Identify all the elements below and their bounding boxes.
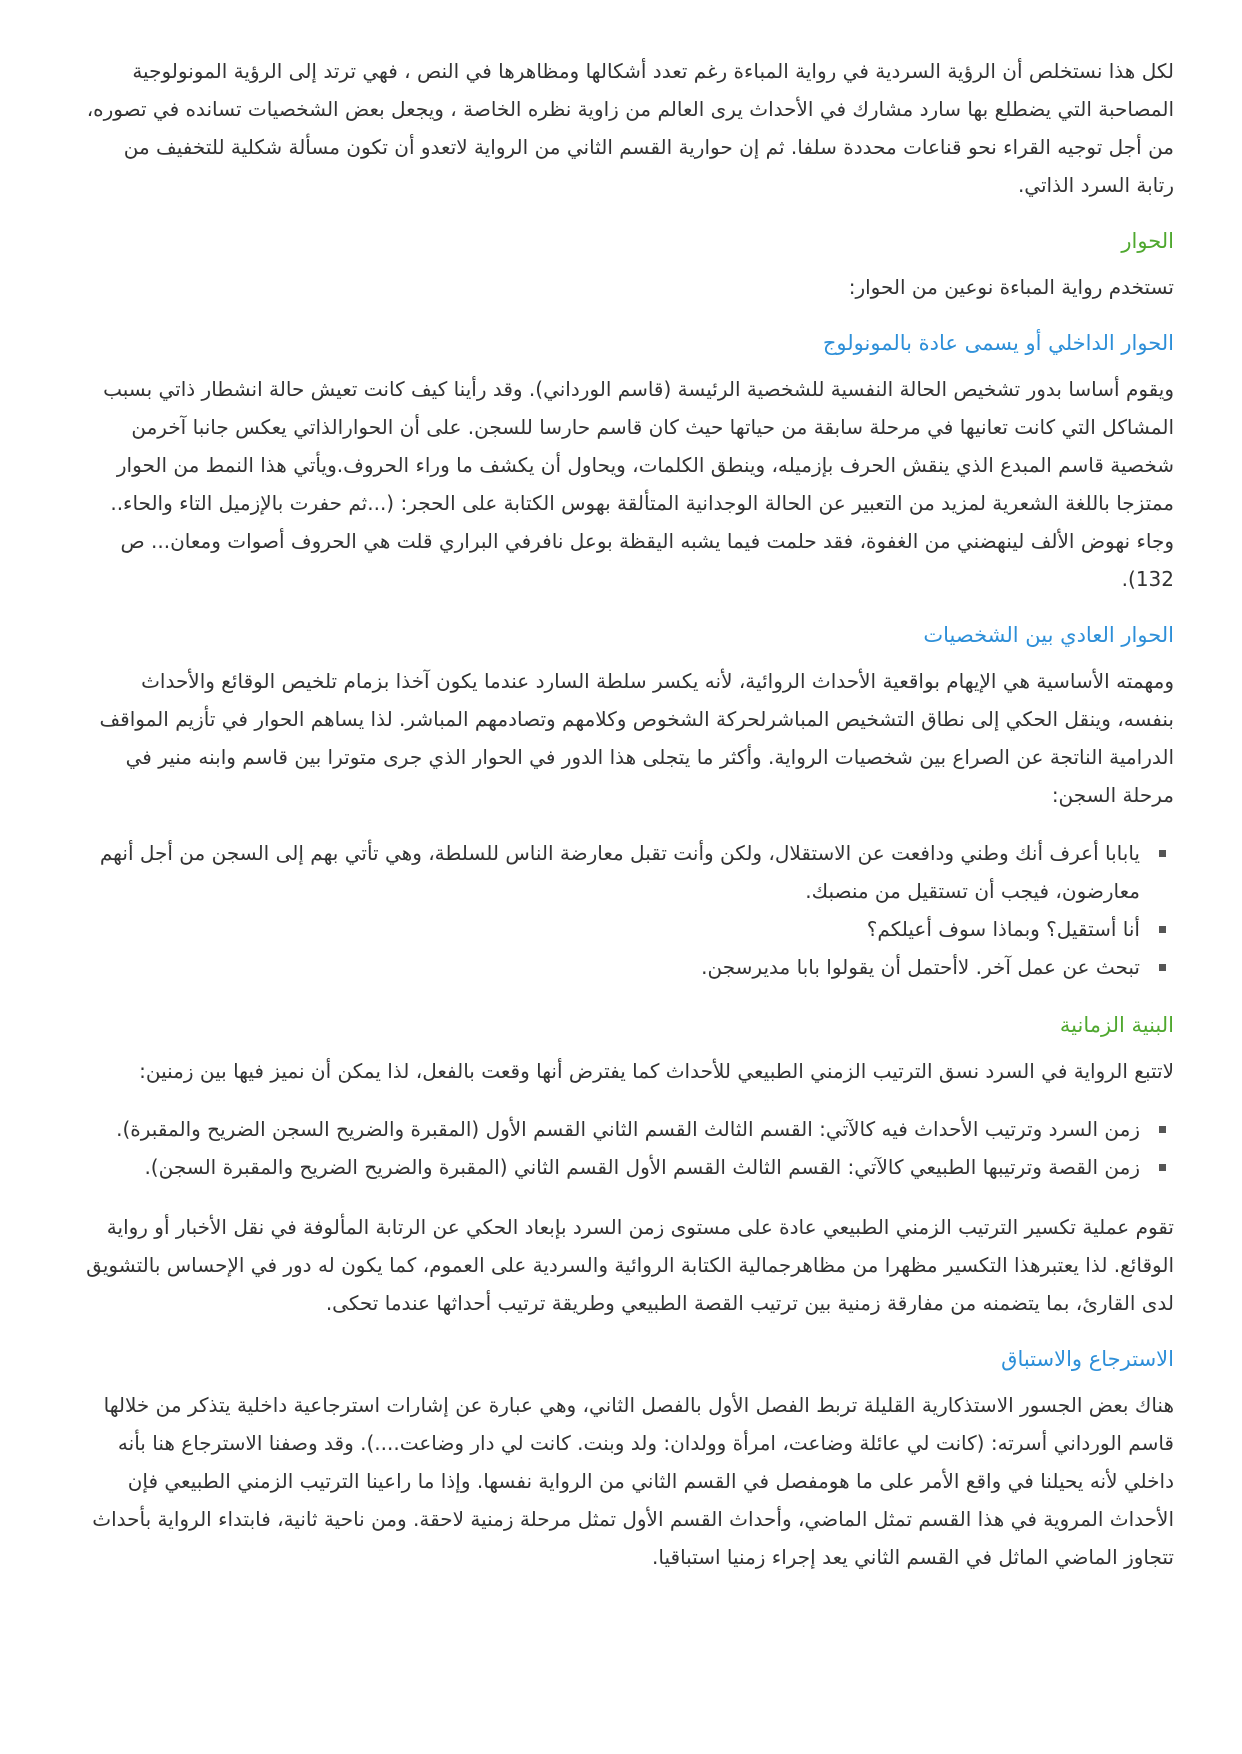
flashback-paragraph: هناك بعض الجسور الاستذكارية القليلة تربط الفصل الأول بالفصل الثاني، وهي عبارة عن إشارات استرجاعية داخلية يتذكر من خلالها قاسم الورداني أسرته: (كانت لي عائلة وضاعت، امرأة وولدان: ولد وبنت. كانت لي دار وضاعت....). وقد وصفنا الاسترجاع هنا بأنه داخلي لأنه يحيلنا في واقع الأمر على ما هومفصل في القسم الثاني من الرواية نفسها. وإذا ما راعينا الترتيب الزمني الطبيعي فإن الأحداث المروية في هذا القسم تمثل الماضي، وأحداث القسم الأول تمثل مرحلة زمنية لاحقة. ومن ناحية ثانية، فابتداء الرواية بأحداث تتجاوز الماضي الماثل في القسم الثاني يعد إجراء زمنيا استباقيا. — [92, 1393, 1174, 1569]
dialogue-list — [86, 834, 1174, 986]
list-item: يابابا أعرف أنك وطني ودافعت عن الاستقلال، ولكن وأنت تقبل معارضة الناس للسلطة، وهي تأتي بهم إلى السجن من أجل أنهم معارضون، فيجب أن تستقيل من منصبك. — [86, 834, 1140, 910]
list-item: زمن السرد وترتيب الأحداث فيه كالآتي: القسم الثالث القسم الثاني القسم الأول (المقبرة والضريح السجن الضريح والمقبرة). — [86, 1110, 1140, 1148]
subheading-flashback: الاسترجاع والاستباق — [1001, 1347, 1174, 1371]
ordinary-dialogue-paragraph: ومهمته الأساسية هي الإيهام بواقعية الأحداث الروائية، لأنه يكسر سلطة السارد عندما يكون آخذا بزمام تلخيص الوقائع والأحداث بنفسه، وينقل الحكي إلى نطاق التشخيص المباشرلحركة الشخوص وكلامهم وتصادمهم المباشر. لذا يساهم الحوار في تأزيم المواقف الدرامية الناتجة عن الصراع بين شخصيات الرواية. وأكثر ما يتجلى هذا الدور في الحوار الذي جرى متوترا بين قاسم وابنه منير في مرحلة السجن: — [99, 669, 1174, 807]
dialogue-intro-paragraph: تستخدم رواية المباءة نوعين من الحوار: — [848, 275, 1174, 299]
temporal-intro-paragraph: لاتتبع الرواية في السرد نسق الترتيب الزمني الطبيعي للأحداث كما يفترض أنها وقعت بالفعل، لذا يمكن أن نميز فيها بين زمنين: — [139, 1059, 1174, 1083]
section-heading-temporal: البنية الزمانية — [1059, 1013, 1174, 1037]
article-body — [86, 52, 1174, 1596]
subheading-internal-dialogue: الحوار الداخلي أو يسمى عادة بالمونولوج — [822, 331, 1174, 355]
temporal-break-paragraph: تقوم عملية تكسير الترتيب الزمني الطبيعي عادة على مستوى زمن السرد بإبعاد الحكي عن الرتابة المألوفة في نقل الأخبار أو رواية الوقائع. لذا يعتبرهذا التكسير مظهرا من مظاهرجمالية الكتابة الروائية والسردية على العموم، كما يكون له دور في الإحساس بالتشويق لدى القارئ، بما يتضمنه من مفارقة زمنية بين ترتيب القصة الطبيعي وطريقة ترتيب أحداثها عندما تحكى. — [86, 1215, 1174, 1315]
list-item: تبحث عن عمل آخر. لاأحتمل أن يقولوا بابا مديرسجن. — [86, 948, 1140, 986]
section-heading-dialogue: الحوار — [1121, 229, 1174, 253]
time-list — [86, 1110, 1174, 1186]
list-item: زمن القصة وترتيبها الطبيعي كالآتي: القسم الثالث القسم الأول القسم الثاني (المقبرة والضريح الضريح والمقبرة السجن). — [86, 1148, 1140, 1186]
monologue-paragraph: ويقوم أساسا بدور تشخيص الحالة النفسية للشخصية الرئيسة (قاسم الورداني). وقد رأينا كيف كانت تعيش حالة انشطار ذاتي بسبب المشاكل التي كانت تعانيها في مرحلة سابقة من حياتها حيث كان قاسم حارسا للسجن. على أن الحوارالذاتي يعكس جانبا آخرمن شخصية قاسم المبدع الذي ينقش الحرف بإزميله، وينطق الكلمات، ويحاول أن يكشف ما وراء الحروف.ويأتي هذا النمط من الحوار ممتزجا باللغة الشعرية لمزيد من التعبير عن الحالة الوجدانية المتألقة بهوس الكتابة على الحجر: (...ثم حفرت بالإزميل التاء والحاء.. وجاء نهوض الألف لينهضني من الغفوة، فقد حلمت فيما يشبه اليقظة بوعل نافرفي البراري قلت هي الحروف أصوات ومعان... ص 132). — [103, 377, 1174, 591]
subheading-ordinary-dialogue: الحوار العادي بين الشخصيات — [923, 623, 1174, 647]
list-item: أنا أستقيل؟ وبماذا سوف أعيلكم؟ — [86, 910, 1140, 948]
intro-paragraph: لكل هذا نستخلص أن الرؤية السردية في رواية المباءة رغم تعدد أشكالها ومظاهرها في النص ، فهي ترتد إلى الرؤية المونولوجية المصاحبة التي يضطلع بها سارد مشارك في الأحداث يرى العالم من زاوية نظره الخاصة ، ويجعل بعض الشخصيات تسانده في تصوره، من أجل توجيه القراء نحو قناعات محددة سلفا. ثم إن حوارية القسم الثاني من الرواية لاتعدو أن تكون مسألة شكلية للتخفيف من رتابة السرد الذاتي. — [86, 59, 1174, 197]
